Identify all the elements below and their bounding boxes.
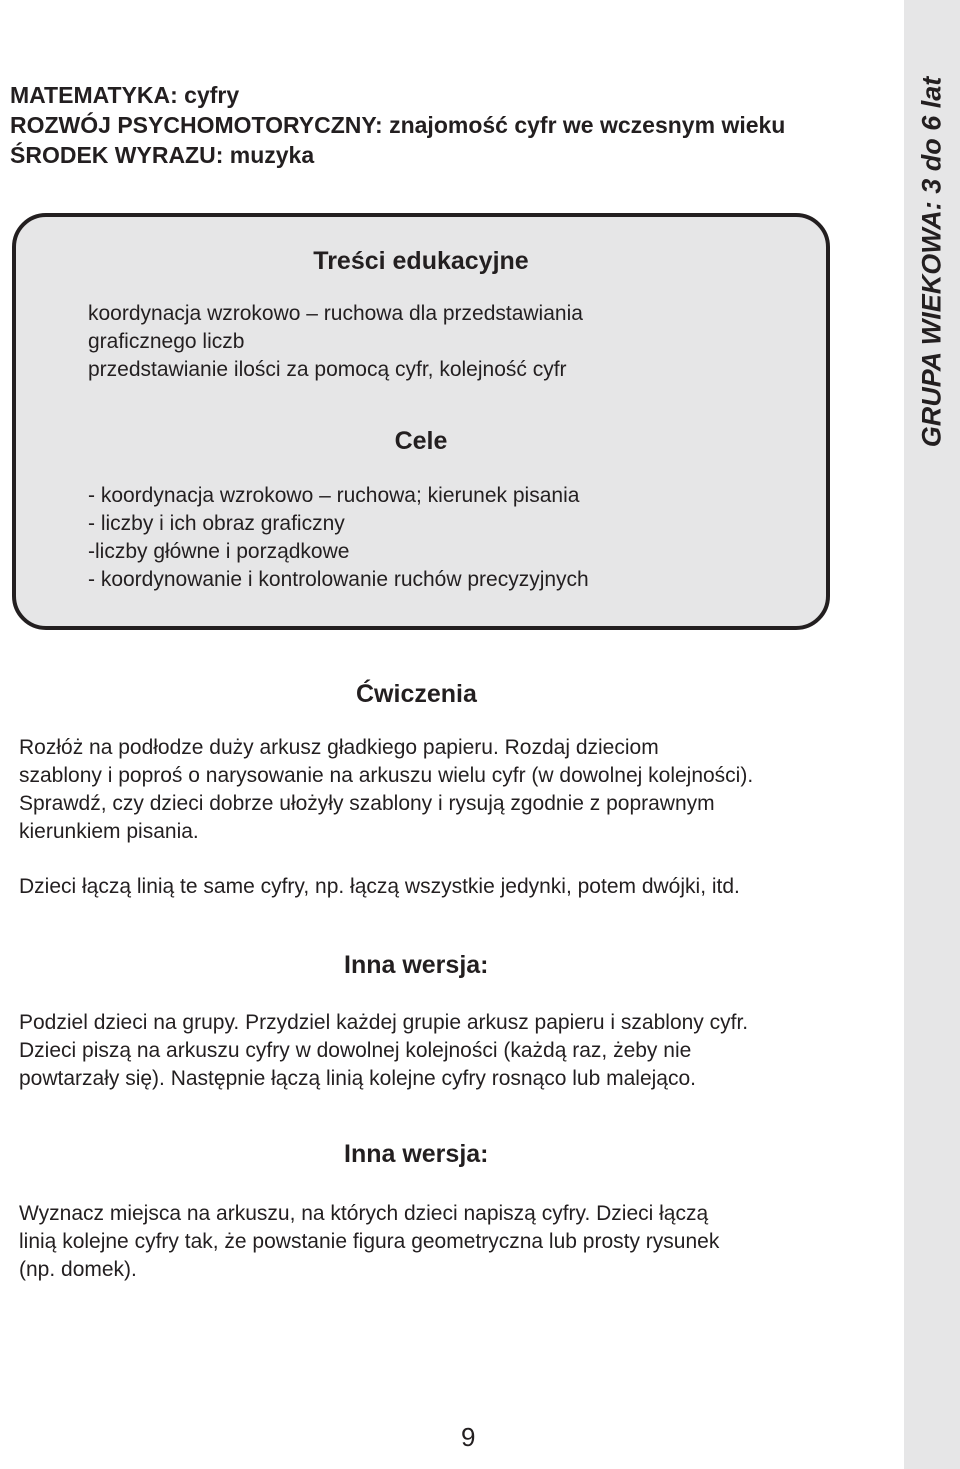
page-header: [10, 80, 785, 170]
content-line: graficznego liczb: [88, 330, 245, 353]
goal-line: - koordynacja wzrokowo – ruchowa; kierunek pisania: [88, 484, 580, 507]
content-heading: Treści edukacyjne: [313, 247, 529, 275]
paragraph-line: linią kolejne cyfry tak, że powstanie figura geometryczna lub prosty rysunek: [19, 1230, 720, 1253]
content-line: koordynacja wzrokowo – ruchowa dla przedstawiania: [88, 302, 583, 325]
version2-heading: Inna wersja:: [344, 1140, 489, 1168]
exercises-heading: Ćwiczenia: [356, 680, 477, 708]
goal-line: -liczby główne i porządkowe: [88, 540, 350, 563]
paragraph-line: Dzieci łączą linią te same cyfry, np. łączą wszystkie jedynki, potem dwójki, itd.: [19, 875, 740, 898]
paragraph-line: Dzieci piszą na arkuszu cyfry w dowolnej kolejności (każdą raz, żeby nie: [19, 1039, 692, 1062]
content-list: [88, 300, 583, 384]
paragraph-line: kierunkiem pisania.: [19, 820, 199, 843]
subject-line: MATEMATYKA: cyfry: [10, 82, 240, 108]
paragraph-line: Wyznacz miejsca na arkuszu, na których dzieci napiszą cyfry. Dzieci łączą: [19, 1202, 709, 1225]
paragraph-line: Rozłóż na podłodze duży arkusz gładkiego papieru. Rozdaj dzieciom: [19, 736, 659, 759]
exercises-paragraph-2: [19, 873, 740, 901]
version1-heading: Inna wersja:: [344, 951, 489, 979]
paragraph-line: (np. domek).: [19, 1258, 137, 1281]
page-number: 9: [461, 1422, 476, 1452]
age-group-label: GRUPA WIEKOWA: 3 do 6 lat: [916, 76, 947, 448]
medium-line: ŚRODEK WYRAZU: muzyka: [10, 142, 315, 168]
paragraph-line: powtarzały się). Następnie łączą linią kolejne cyfry rosnąco lub malejąco.: [19, 1067, 696, 1090]
goals-heading: Cele: [394, 427, 448, 455]
age-group-sidebar: [904, 0, 960, 1469]
goals-list: [88, 482, 589, 594]
version1-paragraph: [19, 1009, 748, 1093]
development-line: ROZWÓJ PSYCHOMOTORYCZNY: znajomość cyfr we wczesnym wieku: [10, 112, 786, 138]
goal-line: - liczby i ich obraz graficzny: [88, 512, 345, 535]
educational-content-box: [12, 213, 830, 630]
content-line: przedstawianie ilości za pomocą cyfr, kolejność cyfr: [88, 358, 567, 381]
paragraph-line: Podziel dzieci na grupy. Przydziel każdej grupie arkusz papieru i szablony cyfr.: [19, 1011, 749, 1034]
exercises-paragraph: [19, 734, 753, 846]
goal-line: - koordynowanie i kontrolowanie ruchów precyzyjnych: [88, 568, 589, 591]
version2-paragraph: [19, 1200, 719, 1284]
paragraph-line: Sprawdź, czy dzieci dobrze ułożyły szablony i rysują zgodnie z poprawnym: [19, 792, 715, 815]
paragraph-line: szablony i poproś o narysowanie na arkuszu wielu cyfr (w dowolnej kolejności).: [19, 764, 754, 787]
